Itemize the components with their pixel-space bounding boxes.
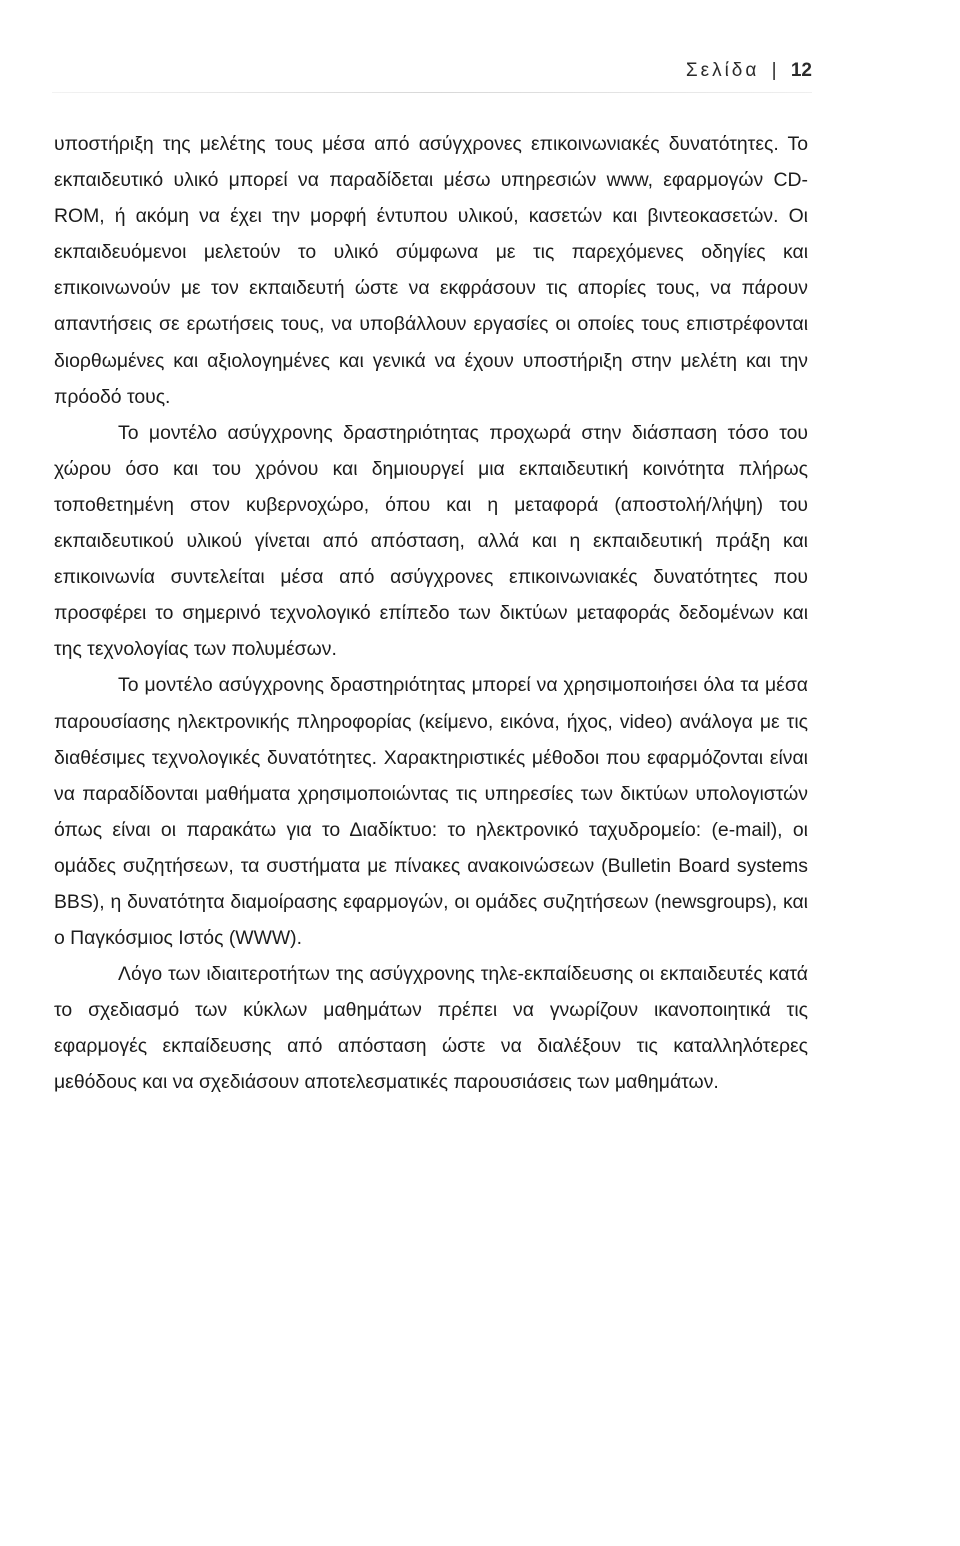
page-header (686, 60, 812, 82)
body-text (54, 126, 808, 1101)
header-divider (52, 92, 812, 93)
page-number: 12 (790, 60, 812, 81)
paragraph-3: Το μοντέλο ασύγχρονης δραστηριότητας μπορεί να χρησιμοποιήσει όλα τα μέσα παρουσίασης ηλεκτρονικής πληροφορίας (κείμενο, εικόνα, ήχος, video) ανάλογα με τις διαθέσιμες τεχνολογικές δυνατότητες. Χαρακτηριστικές μέθοδοι που εφαρμόζονται είναι να παραδίδονται μαθήματα χρησιμοποιώντας τις υπηρεσίες των δικτύων υπολογιστών όπως είναι οι παρακάτω για το Διαδίκτυο: το ηλεκτρονικό ταχυδρομείο: (e-mail), οι ομάδες συζητήσεων, τα συστήματα με πίνακες ανακοινώσεων (Bulletin Board systems BBS), η δυνατότητα διαμοίρασης εφαρμογών, οι ομάδες συζητήσεων (newsgroups), και ο Παγκόσμιος Ιστός (WWW). (54, 674, 808, 950)
paragraph-4: Λόγο των ιδιαιτεροτήτων της ασύγχρονης τηλε-εκπαίδευσης οι εκπαιδευτές κατά το σχεδιασμό των κύκλων μαθημάτων πρέπει να γνωρίζουν ικανοποιητικά τις εφαρμογές εκπαίδευσης από απόσταση ώστε να διαλέξουν τις καταλληλότερες μεθόδους και να σχεδιάσουν αποτελεσματικές παρουσιάσεις των μαθημάτων. (54, 963, 808, 1094)
paragraph-1: υποστήριξη της μελέτης τους μέσα από ασύγχρονες επικοινωνιακές δυνατότητες. Το εκπαιδευτικό υλικό μπορεί να παραδίδεται μέσω υπηρεσιών www, εφαρμογών CD-ROM, ή ακόμη να έχει την μορφή έντυπου υλικού, κασετών και βιντεοκασετών. Οι εκπαιδευόμενοι μελετούν το υλικό σύμφωνα με τις παρεχόμενες οδηγίες και επικοινωνούν με τον εκπαιδευτή ώστε να εκφράσουν τις απορίες τους, να πάρουν απαντήσεις σε ερωτήσεις τους, να υποβάλλουν εργασίες οι οποίες τους επιστρέφονται διορθωμένες και αξιολογημένες και γενικά να έχουν υποστήριξη στην μελέτη και την πρόοδό τους. (54, 133, 808, 408)
paragraph-2: Το μοντέλο ασύγχρονης δραστηριότητας προχωρά στην διάσπαση τόσο του χώρου όσο και του χρόνου και δημιουργεί μια εκπαιδευτική κοινότητα πλήρως τοποθετημένη στον κυβερνοχώρο, όπου και η μεταφορά (αποστολή/λήψη) του εκπαιδευτικού υλικού γίνεται από απόσταση, αλλά και η εκπαιδευτική πράξη και επικοινωνία συντελείται μέσα από ασύγχρονες επικοινωνιακές δυνατότητες που προσφέρει το σημερινό τεχνολογικό επίπεδο των δικτύων μεταφοράς δεδομένων και της τεχνολογίας των πολυμέσων. (54, 421, 808, 661)
header-separator: | (771, 60, 777, 81)
page-label: Σελίδα (685, 60, 760, 81)
